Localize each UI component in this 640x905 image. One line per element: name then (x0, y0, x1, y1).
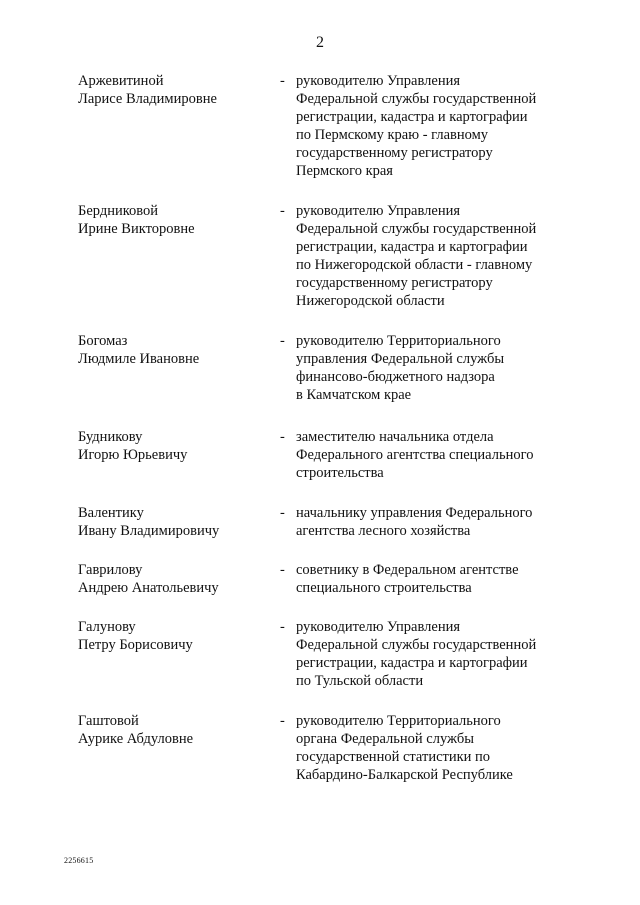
list-item (78, 332, 578, 404)
position-line: в Камчатском крае (296, 387, 412, 403)
position-line: Пермского края (296, 163, 393, 179)
position-line: руководителю Управления (296, 619, 461, 635)
person-name (78, 72, 280, 108)
person-surname: Гаврилову (78, 562, 143, 578)
person-surname: Бердниковой (78, 203, 159, 219)
appointee-list (78, 72, 578, 784)
position-line: специального строительства (296, 580, 472, 596)
position-text (296, 202, 578, 310)
list-item (78, 428, 578, 482)
position-text (296, 618, 578, 690)
person-surname: Аржевитиной (78, 73, 164, 89)
position-line: Федерального агентства специального (296, 447, 534, 463)
person-given-names: Ивану Владимировичу (78, 523, 220, 539)
dash-separator: - (280, 562, 285, 578)
list-item (78, 202, 578, 310)
list-item (78, 561, 578, 597)
position-line: руководителю Управления (296, 203, 461, 219)
list-item (78, 618, 578, 690)
person-name (78, 428, 280, 464)
position-line: государственному регистратору (296, 275, 493, 291)
position-line: органа Федеральной службы (296, 731, 474, 747)
position-line: государственной статистики по (296, 749, 491, 765)
person-given-names: Петру Борисовичу (78, 637, 193, 653)
position-line: по Нижегородской области - главному (296, 257, 533, 273)
list-item (78, 72, 578, 180)
person-given-names: Ирине Викторовне (78, 221, 195, 237)
person-name (78, 504, 280, 540)
position-line: государственному регистратору (296, 145, 493, 161)
position-line: регистрации, кадастра и картографии (296, 109, 528, 125)
position-line: Кабардино-Балкарской Республике (296, 767, 513, 783)
dash-separator: - (280, 73, 285, 89)
dash-separator: - (280, 619, 285, 635)
dash-separator: - (280, 203, 285, 219)
position-line: по Пермскому краю - главному (296, 127, 489, 143)
dash-separator: - (280, 505, 285, 521)
position-line: Федеральной службы государственной (296, 91, 537, 107)
position-text (296, 504, 578, 540)
position-line: Федеральной службы государственной (296, 221, 537, 237)
person-given-names: Аурике Абдуловне (78, 731, 194, 747)
position-text (296, 332, 578, 404)
position-line: регистрации, кадастра и картографии (296, 239, 528, 255)
dash-separator: - (280, 333, 285, 349)
person-name (78, 712, 280, 748)
list-item (78, 504, 578, 540)
dash-separator: - (280, 713, 285, 729)
position-line: заместителю начальника отдела (296, 429, 494, 445)
person-given-names: Людмиле Ивановне (78, 351, 200, 367)
person-name (78, 561, 280, 597)
position-line: руководителю Территориального (296, 333, 501, 349)
position-line: регистрации, кадастра и картографии (296, 655, 528, 671)
position-text (296, 712, 578, 784)
person-given-names: Ларисе Владимировне (78, 91, 217, 107)
position-line: управления Федеральной службы (296, 351, 505, 367)
person-name (78, 332, 280, 368)
person-name (78, 618, 280, 654)
position-line: по Тульской области (296, 673, 424, 689)
person-name (78, 202, 280, 238)
position-line: Нижегородской области (296, 293, 445, 309)
person-surname: Галунову (78, 619, 136, 635)
person-surname: Валентику (78, 505, 144, 521)
position-line: руководителю Территориального (296, 713, 501, 729)
position-line: советнику в Федеральном агентстве (296, 562, 519, 578)
position-text (296, 72, 578, 180)
person-given-names: Игорю Юрьевичу (78, 447, 188, 463)
position-line: Федеральной службы государственной (296, 637, 537, 653)
person-surname: Богомаз (78, 333, 128, 349)
list-item (78, 712, 578, 784)
position-line: финансово-бюджетного надзора (296, 369, 495, 385)
page-number: 2 (316, 34, 324, 51)
position-text (296, 561, 578, 597)
dash-separator: - (280, 429, 285, 445)
person-surname: Будникову (78, 429, 143, 445)
position-line: агентства лесного хозяйства (296, 523, 471, 539)
position-line: руководителю Управления (296, 73, 461, 89)
position-text (296, 428, 578, 482)
position-line: строительства (296, 465, 384, 481)
position-line: начальнику управления Федерального (296, 505, 533, 521)
document-code: 2256615 (64, 856, 94, 865)
person-surname: Гаштовой (78, 713, 139, 729)
person-given-names: Андрею Анатольевичу (78, 580, 219, 596)
